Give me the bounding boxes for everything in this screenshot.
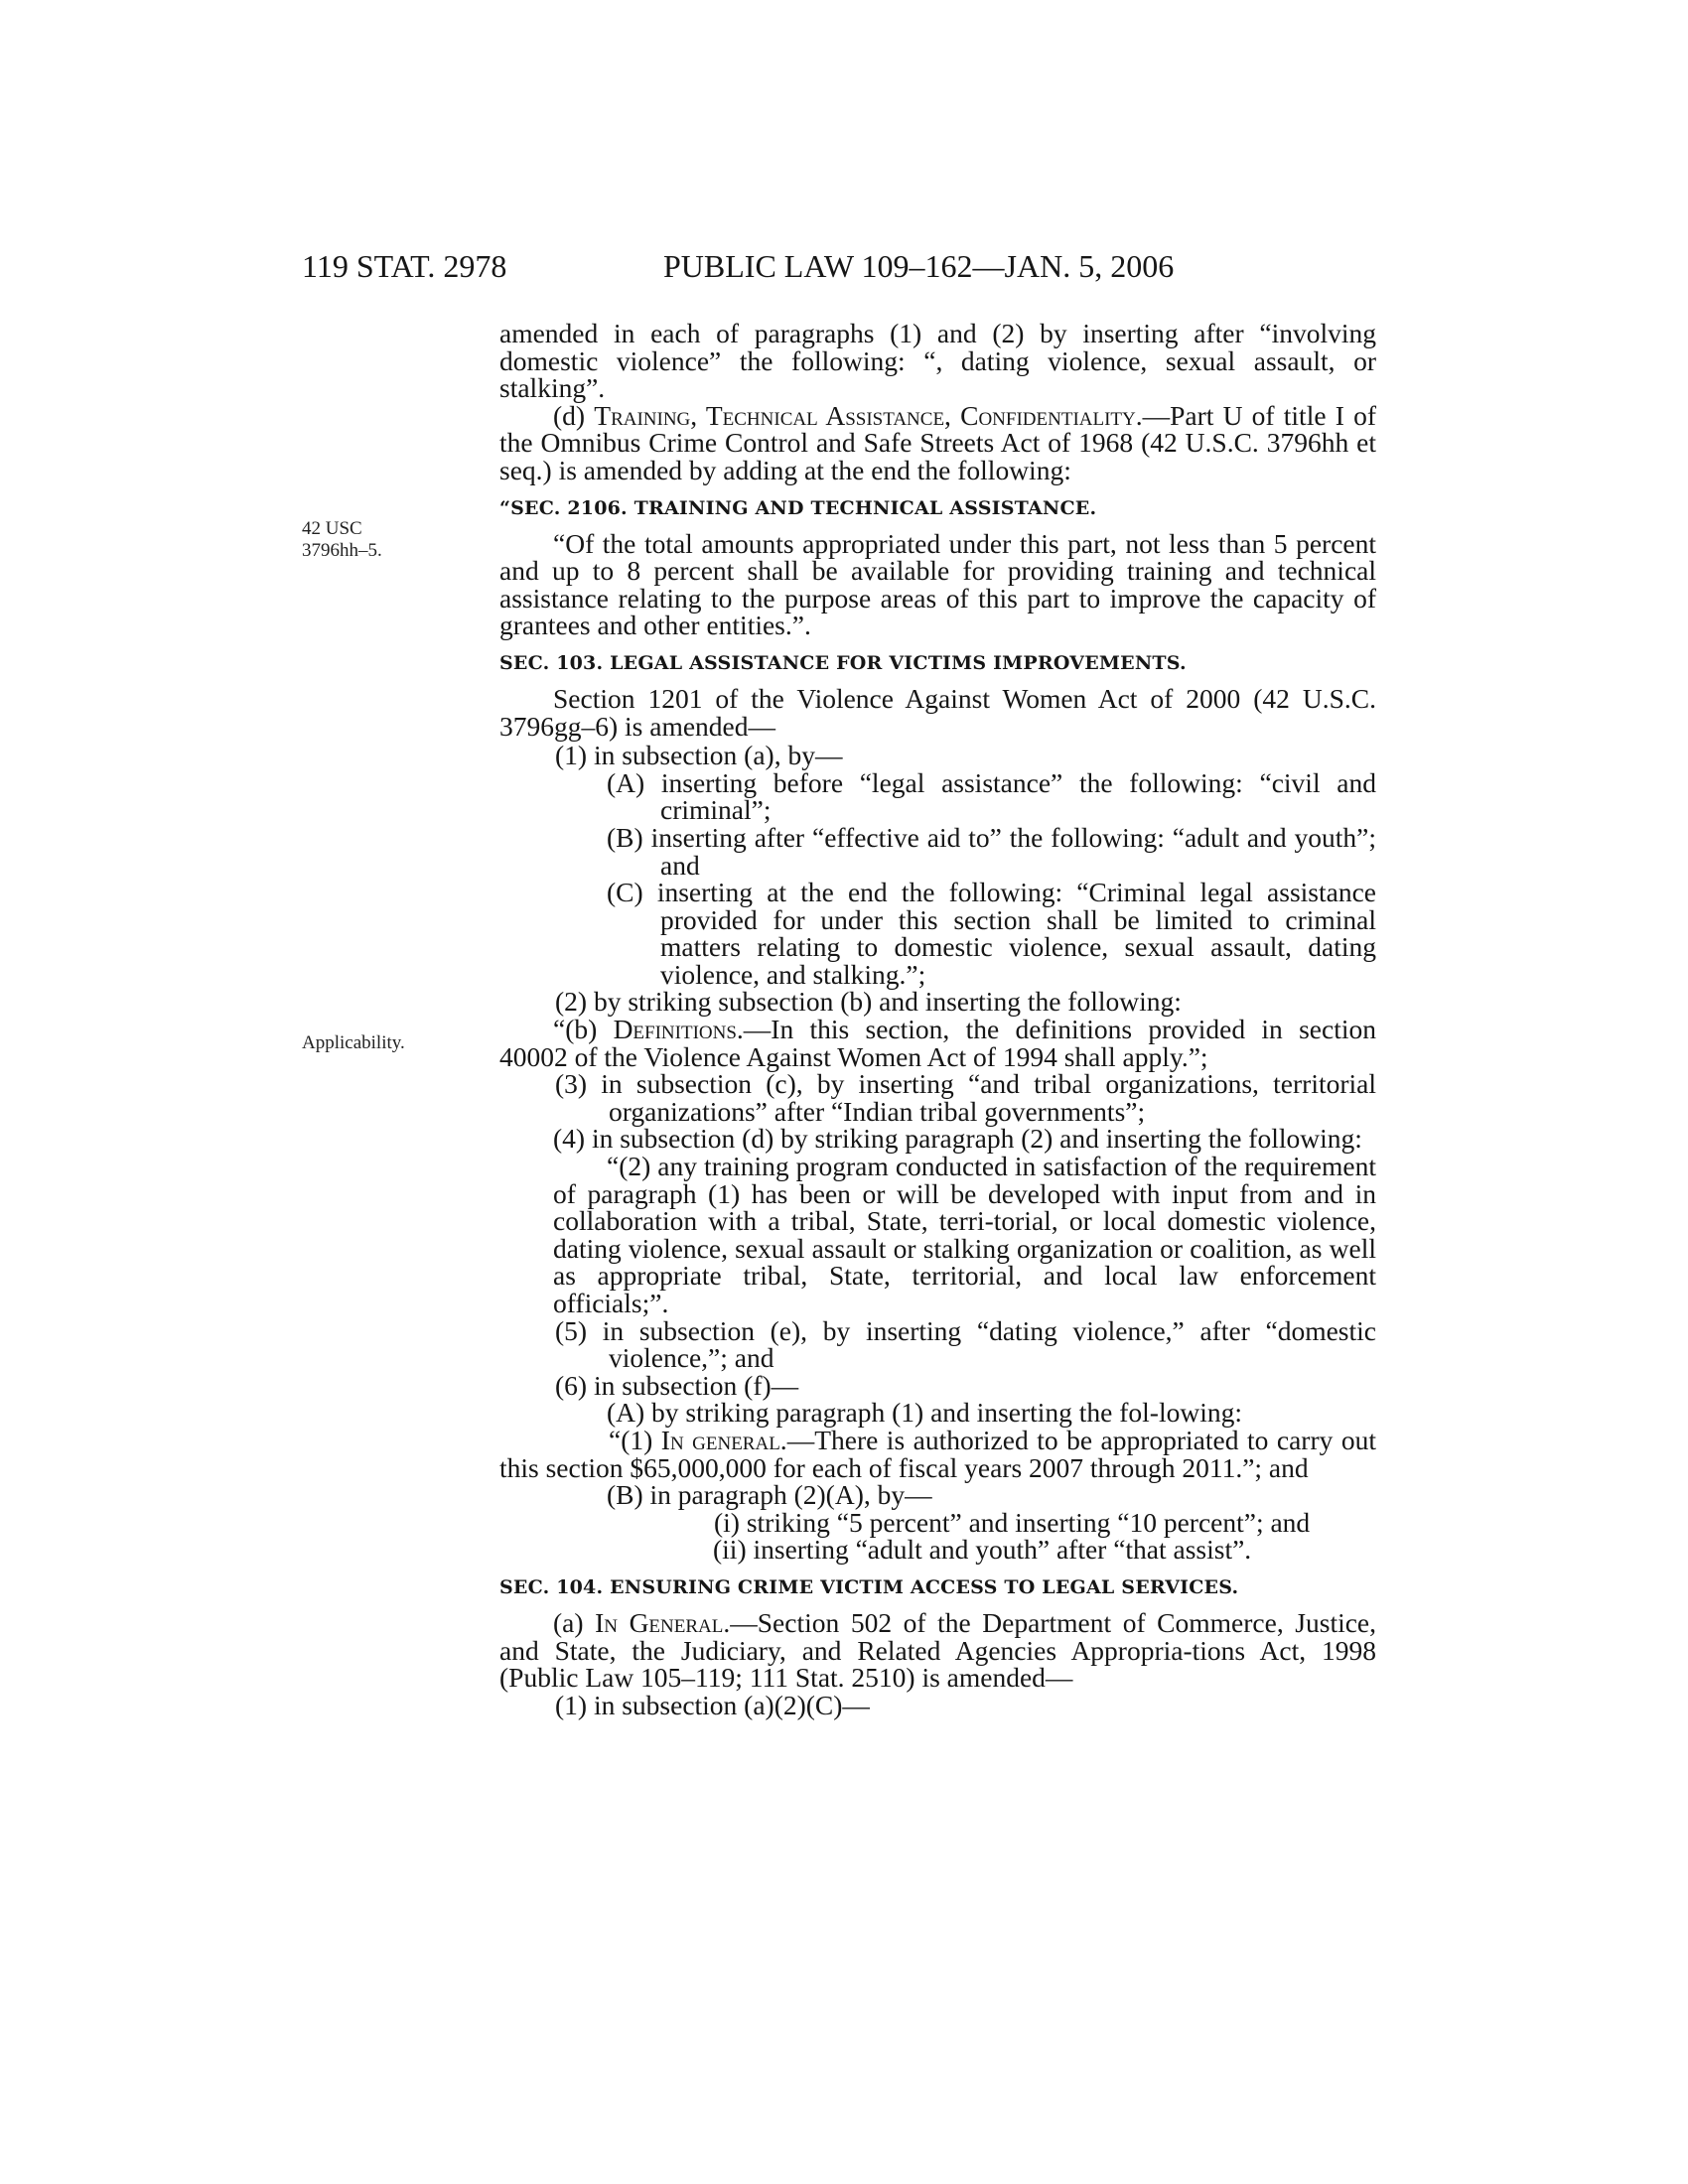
list-item-1: (1) in subsection (a), by— [555, 740, 843, 771]
section-heading-2106: “SEC. 2106. TRAINING AND TECHNICAL ASSISTANCE. [499, 496, 1097, 519]
stat-page-number: 119 STAT. 2978 [302, 248, 507, 284]
paragraph-continuation: amended in each of paragraphs (1) and (2) by inserting after “involving domestic violence” the following: “, dating violence, sexual assault, or stalking”. [499, 318, 1376, 404]
document-body [499, 320, 1376, 1718]
list-item-1-C: (C) inserting at the end the following: “Criminal legal assistance provided for under this section shall be limited to criminal matters relating to domestic violence, sexual assault, dating violence, and stalking.”; [607, 877, 1376, 990]
usc-line-1: 42 USC [302, 518, 362, 539]
paragraph-sec-2106: “Of the total amounts appropriated under this part, not less than 5 percent and up to 8 percent shall be available for providing training and technical assistance relating to the purpose areas of this part to improve the capacity of grantees and other entities.”. [499, 527, 1376, 641]
list-item-3: (3) in subsection (c), by inserting “and tribal organizations, territorial organizations” after “Indian tribal governments”; [555, 1068, 1376, 1127]
list-item-6-B-ii: (ii) inserting “adult and youth” after “that assist”. [713, 1534, 1252, 1566]
public-law-title: PUBLIC LAW 109–162—JAN. 5, 2006 [663, 248, 1175, 284]
quoted-in-general: “(1) In general.—There is authorized to be appropriated to carry out this section $65,000,000 for each of fiscal years 2007 through 2011.”; and [499, 1424, 1376, 1483]
quoted-paragraph-2: “(2) any training program conducted in satisfaction of the requirement of paragraph (1) has been or will be developed with input from and in collaboration with a tribal, State, terri-torial, or local domestic violence, dating violence, sexual assault or stalking organization or coalition, as well as appropriate tribal, State, territorial, and local law enforcement officials;”. [553, 1151, 1376, 1318]
margin-note-usc-citation [302, 518, 382, 562]
section-heading-103: SEC. 103. LEGAL ASSISTANCE FOR VICTIMS IMPROVEMENTS. [499, 651, 1187, 674]
in-general-heading: In general. [660, 1424, 787, 1455]
in-general-heading-104: In General. [595, 1606, 731, 1638]
list-item-5: (5) in subsection (e), by inserting “dating violence,” after “domestic violence,”; and [555, 1314, 1376, 1374]
list-item-6-B: (B) in paragraph (2)(A), by— [607, 1479, 932, 1511]
paragraph-sec-104-a: (a) In General.—Section 502 of the Department of Commerce, Justice, and State, the Judiciary, and Related Agencies Appropria-tions Act, 1998 (Public Law 105–119; 111 Stat. 2510) is amended— [499, 1606, 1377, 1694]
list-item-1-A: (A) inserting before “legal assistance” the following: “civil and criminal”; [607, 766, 1376, 826]
list-item-6-B-i: (i) striking “5 percent” and inserting “10 percent”; and [714, 1506, 1311, 1538]
definitions-heading: Definitions. [613, 1014, 744, 1045]
usc-line-2: 3796hh–5. [302, 540, 382, 561]
subsection-heading: Training, Technical Assistance, Confidentiality. [594, 399, 1143, 431]
list-item-6-A: (A) by striking paragraph (1) and inserting the fol-lowing: [607, 1397, 1242, 1429]
margin-note-applicability: Applicability. [302, 1032, 405, 1053]
list-item-4: (4) in subsection (d) by striking paragraph (2) and inserting the following: [553, 1123, 1362, 1155]
paragraph-sec-103-intro: Section 1201 of the Violence Against Women Act of 2000 (42 U.S.C. 3796gg–6) is amended— [499, 682, 1376, 742]
list-item-6: (6) in subsection (f)— [555, 1369, 799, 1401]
page-header [302, 246, 1196, 286]
list-item-104-1: (1) in subsection (a)(2)(C)— [555, 1689, 870, 1720]
list-item-1-B: (B) inserting after “effective aid to” the following: “adult and youth”; and [607, 821, 1376, 881]
list-item-2: (2) by striking subsection (b) and inserting the following: [555, 986, 1182, 1018]
quoted-definitions: “(b) Definitions.—In this section, the definitions provided in section 40002 of the Violence Against Women Act of 1994 shall apply.”; [499, 1014, 1376, 1072]
paragraph-subsection-d: (d) Training, Technical Assistance, Confidentiality.—Part U of title I of the Omnibus Crime Control and Safe Streets Act of 1968 (42 U.S.C. 3796hh et seq.) is amended by adding at the end the following: [499, 399, 1376, 485]
section-heading-104: SEC. 104. ENSURING CRIME VICTIM ACCESS TO LEGAL SERVICES. [499, 1575, 1239, 1598]
